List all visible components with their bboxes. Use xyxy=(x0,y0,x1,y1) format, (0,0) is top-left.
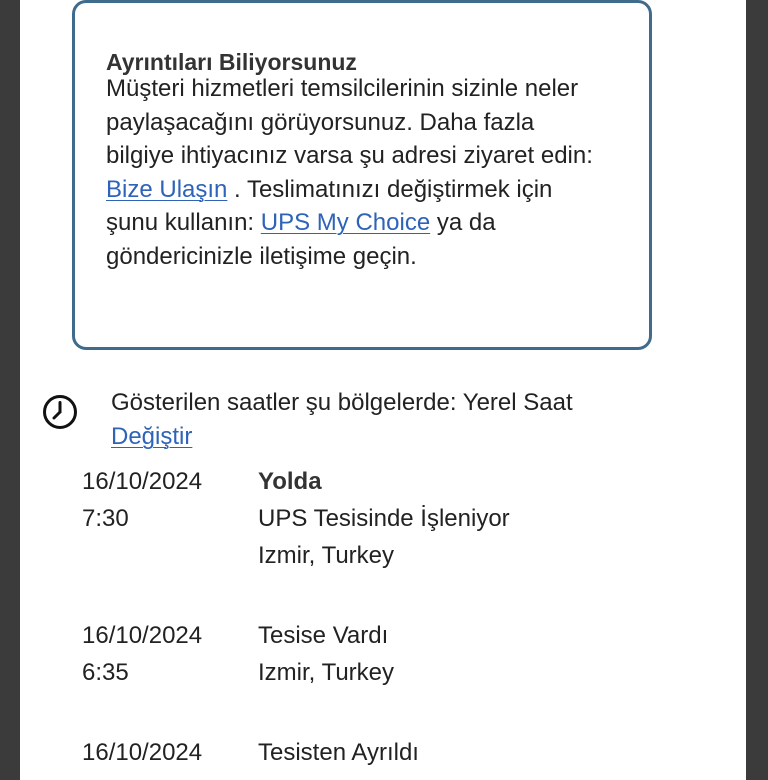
event-time: 6:35 xyxy=(82,659,129,686)
event-date: 16/10/2024 xyxy=(82,739,203,766)
event-status: Yolda xyxy=(258,468,322,495)
event-details xyxy=(258,617,394,691)
event-date: 16/10/2024 xyxy=(82,622,203,649)
info-text xyxy=(106,72,606,273)
timezone-text: Gösterilen saatler şu bölgelerde: Yerel Saat xyxy=(111,389,573,416)
event-date: 16/10/2024 xyxy=(82,468,203,495)
contact-us-link[interactable]: Bize Ulaşın xyxy=(106,175,228,203)
info-title: Ayrıntıları Biliyorsunuz xyxy=(106,49,357,75)
info-text-part-1: Müşteri hizmetleri temsilcilerinin sizinle neler paylaşacağını görüyorsunuz. Daha fazla bilgiye ihtiyacınız varsa şu adresi ziyaret edin: xyxy=(106,75,593,169)
info-text-part-2: . Teslimatınızı değiştirmek için şunu kullanın: xyxy=(106,175,553,236)
event-time: 7:30 xyxy=(82,505,129,532)
event-details xyxy=(258,734,419,771)
clock-icon xyxy=(42,394,78,430)
event-location: Izmir, Turkey xyxy=(258,542,395,569)
event-detail: UPS Tesisinde İşleniyor xyxy=(258,505,510,532)
event-details xyxy=(258,463,510,574)
change-timezone-link[interactable]: Değiştir xyxy=(111,423,193,450)
event-location: Izmir, Turkey xyxy=(258,659,395,686)
event-status: Tesisten Ayrıldı xyxy=(258,739,419,766)
event-status: Tesise Vardı xyxy=(258,622,389,649)
info-text-part-3: ya da göndericinizle iletişime geçin. xyxy=(106,209,496,270)
ups-my-choice-link[interactable]: UPS My Choice xyxy=(260,209,431,236)
